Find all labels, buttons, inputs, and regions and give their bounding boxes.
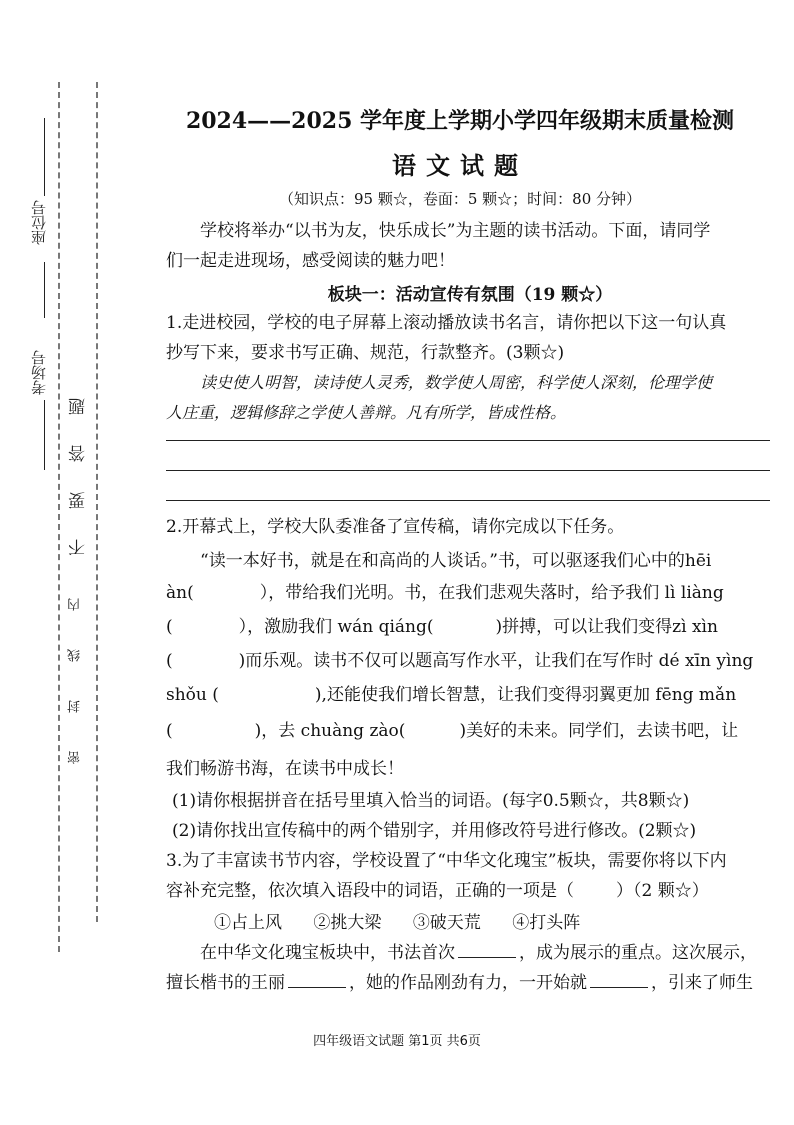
writing-line[interactable] — [166, 470, 770, 471]
passage-line: shǒu ( ),还能使我们增长智慧，让我们变得羽翼更加 fēng mǎn — [166, 685, 737, 705]
writing-line[interactable] — [166, 440, 770, 441]
passage-line: ( )，去 chuàng zào( )美好的未来。同学们，去读书吧，让 — [166, 721, 739, 741]
fill-blank[interactable] — [590, 973, 648, 988]
sub-question: (2)请你找出宣传稿中的两个错别字，并用修改符号进行修改。(2颗☆) — [172, 821, 697, 841]
passage-line: àn( ），带给我们光明。书，在我们悲观失落时，给予我们 lì liàng — [166, 583, 724, 603]
seat-underline — [44, 118, 45, 196]
intro-line: 们一起走进现场，感受阅读的魅力吧！ — [166, 251, 455, 271]
intro-line: 学校将举办“以书为友，快乐成长”为主题的读书活动。下面，请同学 — [200, 221, 711, 241]
passage-line: 擅长楷书的王丽 ，她的作品刚劲有力，一开始就 ，引来了师生 — [166, 973, 753, 993]
seat-underline — [44, 262, 45, 318]
question-3-line: 容补充完整，依次填入语段中的词语，正确的一项是（ ）（2 颗☆） — [166, 881, 709, 901]
exam-room-underline — [44, 400, 45, 470]
quote-line: 人庄重，逻辑修辞之学使人善辩。凡有所学，皆成性格。 — [166, 403, 567, 422]
passage-line: 在中华文化瑰宝板块中，书法首次 ，成为展示的重点。这次展示， — [200, 943, 757, 963]
passage-line: 我们畅游书海，在读书中成长！ — [166, 759, 404, 779]
quote-line: 读史使人明智，读诗使人灵秀，数学使人周密，科学使人深刻，伦理学使 — [200, 373, 713, 392]
question-1-line: 1.走进校园，学校的电子屏幕上滚动播放读书名言，请你把以下这一句认真 — [166, 313, 727, 333]
binding-dashed-line — [96, 82, 98, 922]
option: ④打头阵 — [512, 913, 581, 933]
question-3-line: 3.为了丰富读书节内容，学校设置了“中华文化瑰宝”板块，需要你将以下内 — [166, 851, 727, 871]
passage-line: “读一本好书，就是在和高尚的人谈话。”书，可以驱逐我们心中的hēi — [200, 551, 712, 571]
writing-line[interactable] — [166, 500, 770, 501]
question-1-line: 抄写下来，要求书写正确、规范，行款整齐。(3颗☆) — [166, 343, 565, 363]
question-2-line: 2.开幕式上，学校大队委准备了宣传稿，请你完成以下任务。 — [166, 517, 625, 537]
section-title: 板块一：活动宣传有氛围（19 颗☆） — [327, 285, 613, 305]
seat-label: 座位号 — [30, 200, 48, 245]
no-answer-warning: 不要答题 — [69, 368, 89, 556]
option: ③破天荒 — [412, 913, 481, 933]
fill-blank[interactable] — [458, 943, 516, 958]
passage-line: ( ），激励我们 wán qiáng( )拼搏，可以让我们变得zì xìn — [166, 617, 718, 637]
exam-meta: （知识点：95 颗☆，卷面：5 颗☆；时间：80 分钟） — [278, 190, 642, 208]
binding-dashed-line — [58, 82, 60, 952]
exam-subject: 语文试题 — [392, 151, 528, 180]
option: ①占上风 — [214, 913, 282, 933]
sub-question: (1)请你根据拼音在括号里填入恰当的词语。(每字0.5颗☆，共8颗☆) — [172, 791, 690, 811]
seal-line-text: 密封线内 — [68, 560, 83, 764]
answer-options — [214, 908, 774, 933]
page-footer: 四年级语文试题 第1页 共6页 — [313, 1034, 481, 1049]
exam-room-label: 考场号 — [30, 350, 48, 395]
fill-blank[interactable] — [288, 973, 346, 988]
option: ②挑大梁 — [313, 913, 382, 933]
passage-line: ( )而乐观。读书不仅可以题高写作水平，让我们在写作时 dé xīn yìng — [166, 651, 754, 671]
exam-title: 2024——2025 学年度上学期小学四年级期末质量检测 — [185, 108, 735, 134]
